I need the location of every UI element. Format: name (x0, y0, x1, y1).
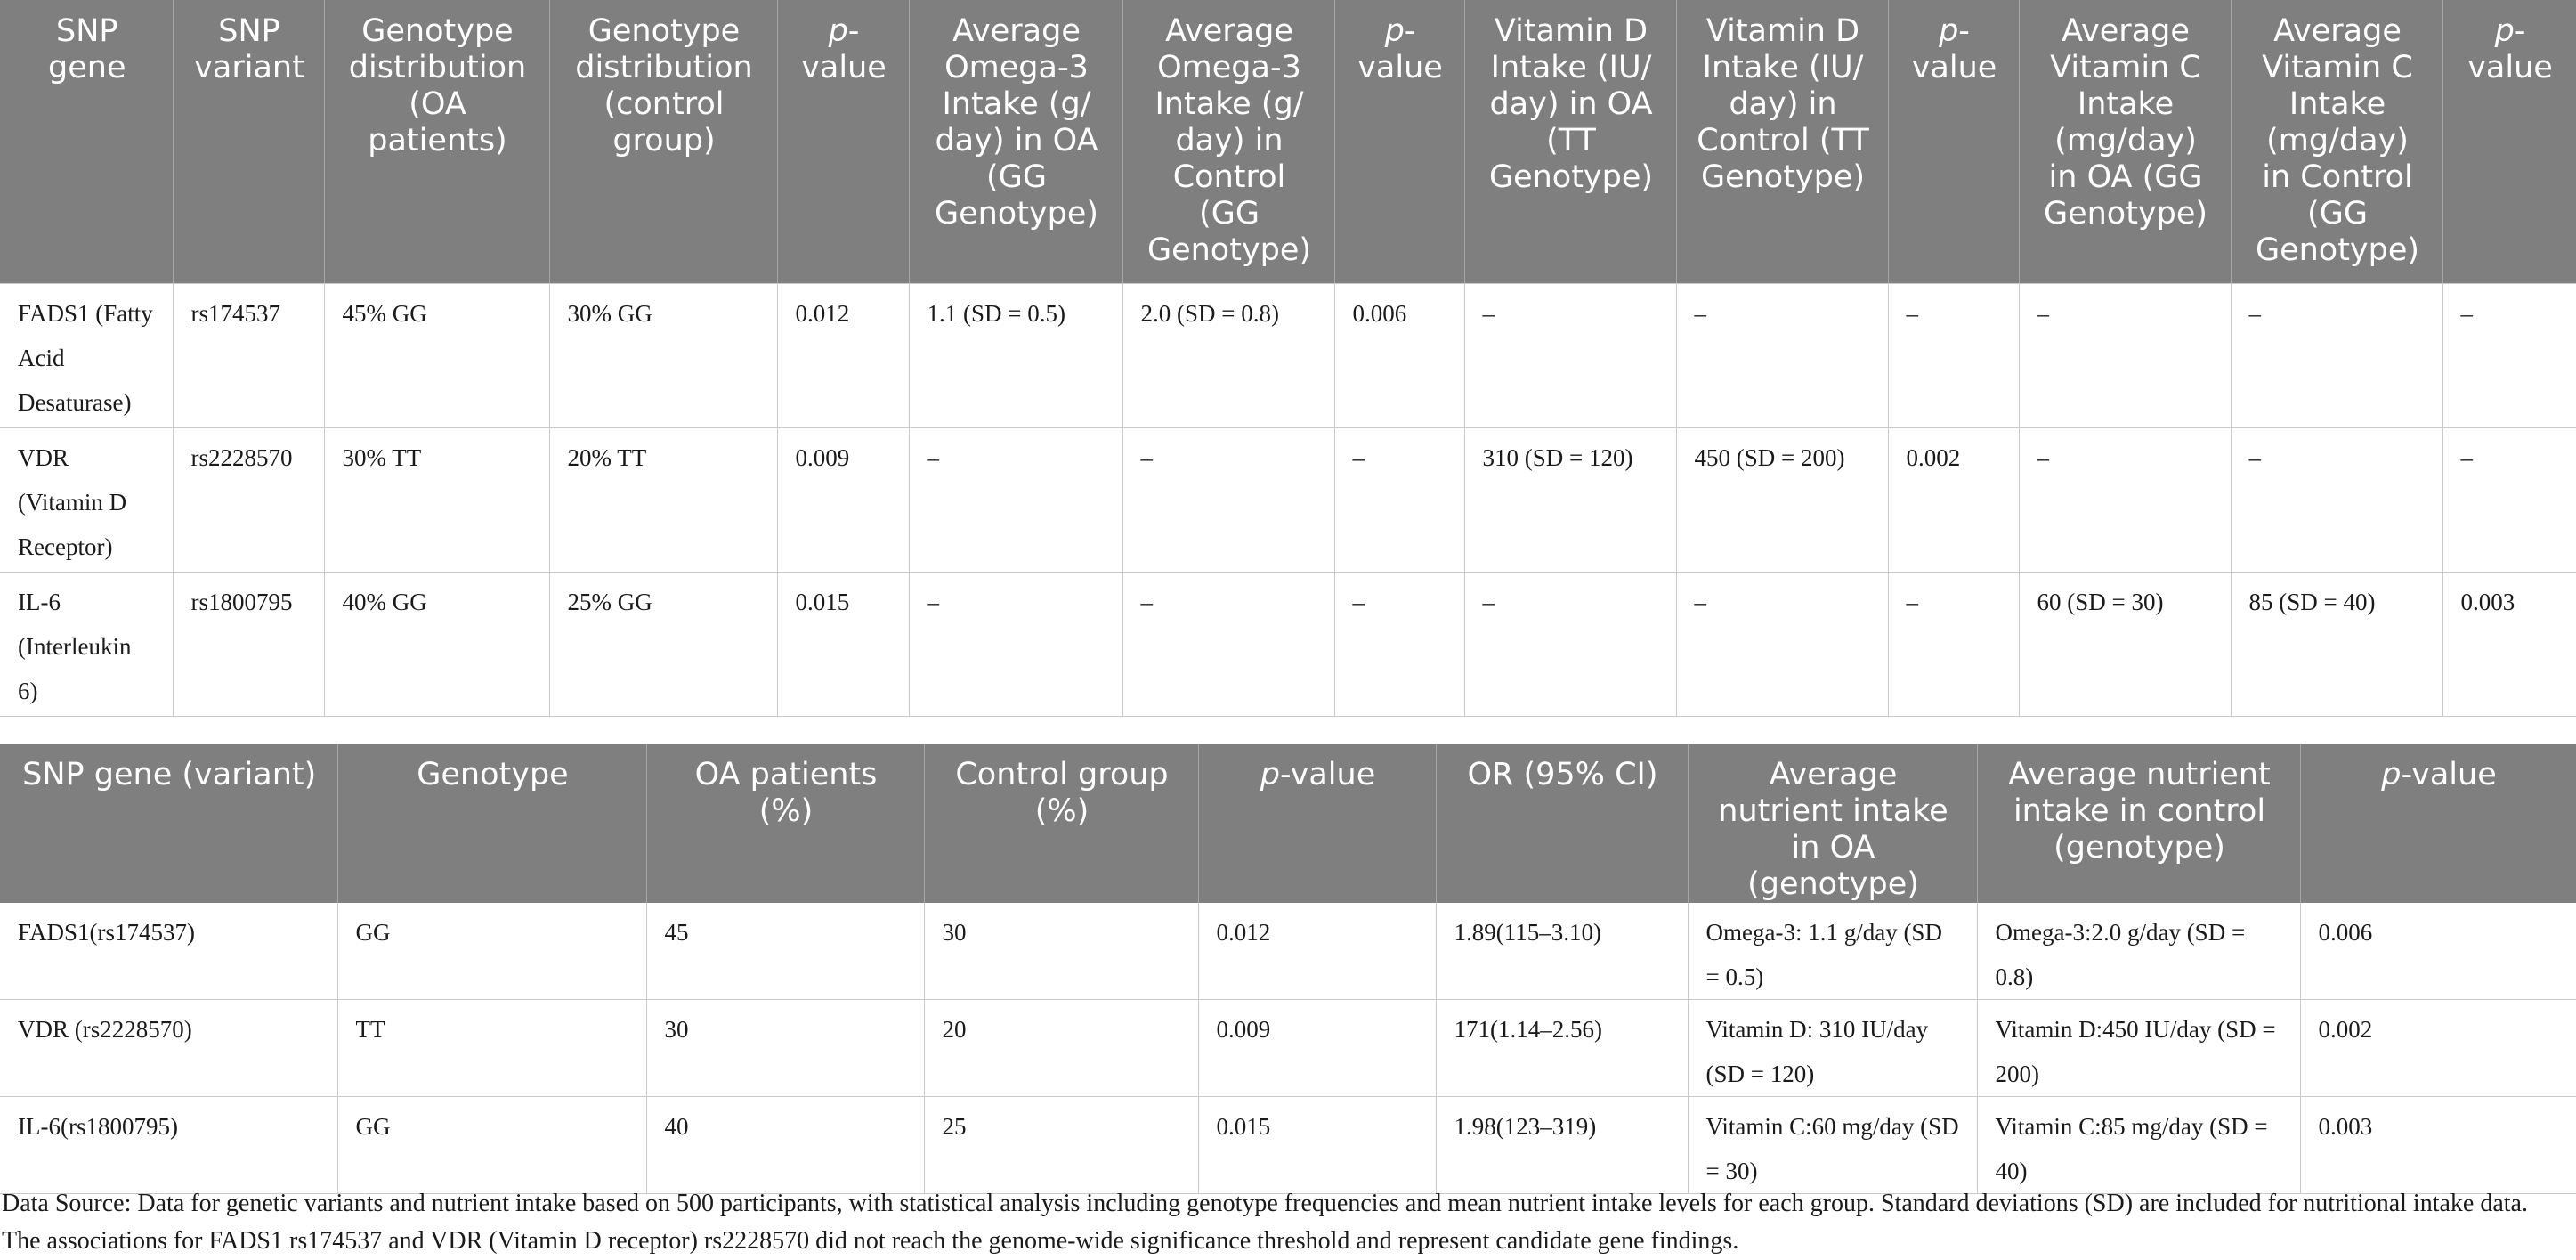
table-cell: 1.98(123–319) (1436, 1097, 1688, 1194)
table-cell: 0.002 (1888, 428, 2019, 573)
table-cell: – (1464, 284, 1676, 428)
table-row (0, 1097, 2576, 1194)
table-cell: – (1334, 428, 1464, 573)
header-cell: p-value (2442, 0, 2576, 284)
header-cell: OA patients (%) (646, 744, 924, 903)
table-cell: 0.002 (2300, 1000, 2576, 1097)
table-cell: rs1800795 (173, 573, 324, 717)
table-cell: 30 (646, 1000, 924, 1097)
table-cell: 30 (924, 903, 1198, 1000)
table-cell: 0.012 (1198, 903, 1436, 1000)
table-cell: – (1676, 284, 1888, 428)
header-cell: SNP gene (variant) (0, 744, 337, 903)
table-cell: – (1122, 573, 1334, 717)
header-cell: Average Vitamin C Intake (mg/day) in Control (GG Genotype) (2231, 0, 2442, 284)
header-cell: p-value (1334, 0, 1464, 284)
header-cell: Average nutrient intake in OA (genotype) (1688, 744, 1977, 903)
table-cell: – (1888, 573, 2019, 717)
table-cell: – (1676, 573, 1888, 717)
table-cell: Vitamin C:60 mg/day (SD = 30) (1688, 1097, 1977, 1194)
table-footnote: Data Source: Data for genetic variants and nutrient intake based on 500 participants, with statistical analysis including genotype frequencies and mean nutrient intake levels for each group. Standard deviations (SD) are included for nutritional intake data. The associations for FADS1 rs174537 and VDR (Vitamin D receptor) rs2228570 did not reach the genome-wide significance threshold and represent candidate gene findings. (2, 1190, 2528, 1255)
table-cell: Omega-3: 1.1 g/day (SD = 0.5) (1688, 903, 1977, 1000)
header-cell: Average Omega-3 Intake (g/ day) in OA (GG Genotype) (909, 0, 1122, 284)
table-row (0, 903, 2576, 1000)
table-cell: 85 (SD = 40) (2231, 573, 2442, 717)
table-cell: – (909, 428, 1122, 573)
table-cell: 0.009 (1198, 1000, 1436, 1097)
table-cell: 40% GG (324, 573, 549, 717)
table-cell: 20 (924, 1000, 1198, 1097)
table-cell: 1.1 (SD = 0.5) (909, 284, 1122, 428)
table-cell: 1.89(115–3.10) (1436, 903, 1688, 1000)
table-cell: rs174537 (173, 284, 324, 428)
header-cell: p-value (2300, 744, 2576, 903)
table-header-row (0, 0, 2576, 284)
table-cell: 310 (SD = 120) (1464, 428, 1676, 573)
table-cell: 60 (SD = 30) (2019, 573, 2231, 717)
table-cell: – (2019, 428, 2231, 573)
header-cell: Vitamin D Intake (IU/ day) in Control (TT Genotype) (1676, 0, 1888, 284)
table-cell: 0.003 (2300, 1097, 2576, 1194)
table-cell: 30% TT (324, 428, 549, 573)
table-cell: Vitamin D:450 IU/day (SD = 200) (1977, 1000, 2300, 1097)
header-cell: Genotype distribution (OA patients) (324, 0, 549, 284)
association-summary-table (0, 744, 2576, 1194)
table-cell: 0.006 (2300, 903, 2576, 1000)
header-cell: Average Vitamin C Intake (mg/day) in OA (GG Genotype) (2019, 0, 2231, 284)
table-cell: – (1464, 573, 1676, 717)
header-cell: Vitamin D Intake (IU/ day) in OA (TT Genotype) (1464, 0, 1676, 284)
table-cell: 171(1.14–2.56) (1436, 1000, 1688, 1097)
header-cell: SNP variant (173, 0, 324, 284)
table-cell: Vitamin C:85 mg/day (SD = 40) (1977, 1097, 2300, 1194)
table-cell: FADS1(rs174537) (0, 903, 337, 1000)
table-cell: – (2231, 428, 2442, 573)
header-cell: Average Omega-3 Intake (g/ day) in Control (GG Genotype) (1122, 0, 1334, 284)
table-cell: 0.006 (1334, 284, 1464, 428)
table-cell: Omega-3:2.0 g/day (SD = 0.8) (1977, 903, 2300, 1000)
header-cell: p-value (1198, 744, 1436, 903)
table-cell: 20% TT (549, 428, 777, 573)
table-cell: GG (337, 1097, 646, 1194)
header-cell: Control group (%) (924, 744, 1198, 903)
table-cell: 45 (646, 903, 924, 1000)
table-cell: 25% GG (549, 573, 777, 717)
table-cell: – (1334, 573, 1464, 717)
table-row (0, 573, 2576, 717)
table-cell: 0.009 (777, 428, 909, 573)
table-cell: 450 (SD = 200) (1676, 428, 1888, 573)
table-cell: TT (337, 1000, 646, 1097)
table-cell: 25 (924, 1097, 1198, 1194)
table-cell: 45% GG (324, 284, 549, 428)
table-cell: – (2442, 284, 2576, 428)
header-cell: Genotype distribution (control group) (549, 0, 777, 284)
table-cell: 2.0 (SD = 0.8) (1122, 284, 1334, 428)
table-cell: – (1888, 284, 2019, 428)
header-cell: SNP gene (0, 0, 173, 284)
table-cell: rs2228570 (173, 428, 324, 573)
table-cell: – (909, 573, 1122, 717)
table-row (0, 284, 2576, 428)
table-cell: 0.012 (777, 284, 909, 428)
header-cell: OR (95% CI) (1436, 744, 1688, 903)
header-cell: p-value (1888, 0, 2019, 284)
header-cell: p-value (777, 0, 909, 284)
table-cell: – (2019, 284, 2231, 428)
table-cell: 0.015 (777, 573, 909, 717)
table-cell: FADS1 (Fatty Acid Desaturase) (0, 284, 173, 428)
table-cell: VDR (rs2228570) (0, 1000, 337, 1097)
table-cell: IL-6(rs1800795) (0, 1097, 337, 1194)
table-cell: 0.015 (1198, 1097, 1436, 1194)
header-cell: Average nutrient intake in control (genotype) (1977, 744, 2300, 903)
table-cell: 0.003 (2442, 573, 2576, 717)
table-cell: 30% GG (549, 284, 777, 428)
table-row (0, 1000, 2576, 1097)
table-cell: IL-6 (Interleukin 6) (0, 573, 173, 717)
table-cell: GG (337, 903, 646, 1000)
table-cell: VDR (Vitamin D Receptor) (0, 428, 173, 573)
header-cell: Genotype (337, 744, 646, 903)
table-cell: – (2442, 428, 2576, 573)
table-cell: Vitamin D: 310 IU/day (SD = 120) (1688, 1000, 1977, 1097)
table-header-row (0, 744, 2576, 903)
table-row (0, 428, 2576, 573)
table-cell: – (1122, 428, 1334, 573)
table-cell: 40 (646, 1097, 924, 1194)
table-cell: – (2231, 284, 2442, 428)
